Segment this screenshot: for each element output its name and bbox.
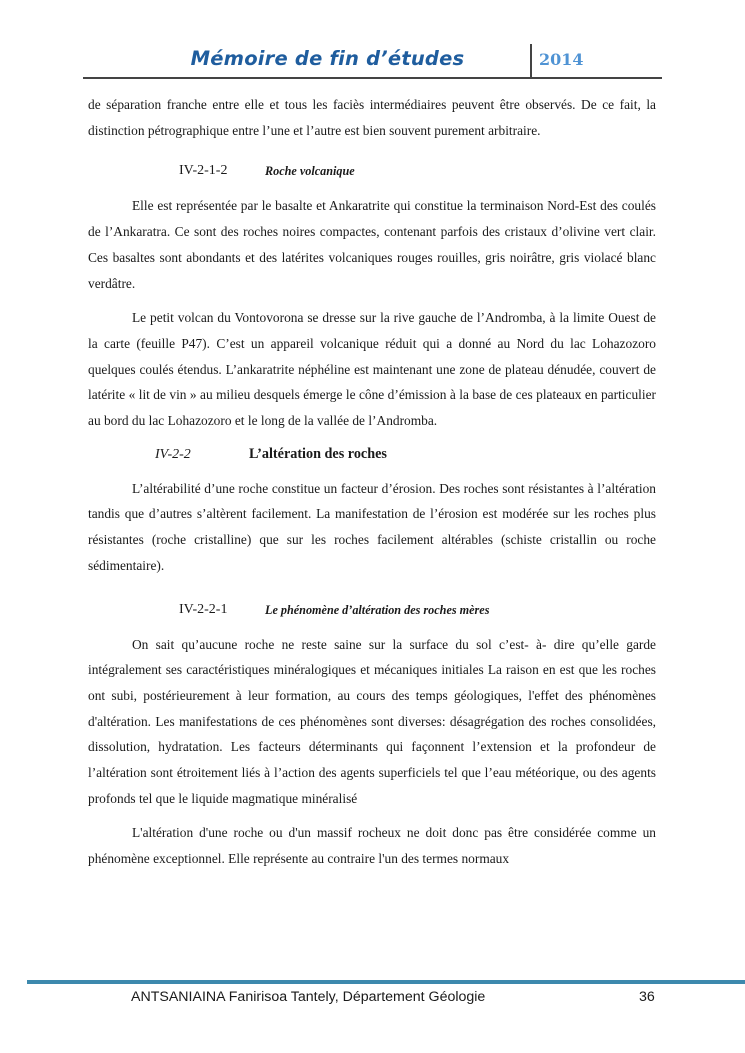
footer-author: ANTSANIAINA Fanirisoa Tantely, Département Géologie	[131, 989, 486, 1005]
page-number: 36	[639, 989, 655, 1005]
paragraph: L'altération d'une roche ou d'un massif rocheux ne doit donc pas être considérée comme un phénomène exceptionnel. Elle représente au contraire l'un des termes normaux	[88, 825, 656, 867]
subsection-title: Roche volcanique	[265, 164, 355, 179]
paragraph: On sait qu’aucune roche ne reste saine sur la surface du sol c’est- à- dire qu’elle garde intégralement ses caractéristiques minéralogiques et mécaniques initiales La raison en est que les roches ont subi, postérieurement à leur formation, au cours des temps géologiques, l'effet des phénomènes d'altération. Les manifestations de ces phénomènes sont diverses: désagrégation des roches consolidées, dissolution, hydratation. Les facteurs déterminants qui façonnent l’extension et la profondeur de l’altération sont étroitement liés à l’action des agents superficiels tel que l’eau météorique, ou des agents profonds tel que le liquide magmatique minéralisé	[88, 636, 656, 806]
paragraph: L’altérabilité d’une roche constitue un facteur d’érosion. Des roches sont résistantes à l’altération tandis que d’autres s’altèrent facilement. La manifestation de l’érosion est modérée sur les roches plus résistantes (roche cristalline) que sur les roches facilement altérables (schiste cristallin ou roche sédimentaire).	[88, 480, 656, 573]
section-number: IV-2-2	[155, 446, 191, 462]
subsection-heading-roche-volcanique	[88, 158, 656, 184]
header-divider	[530, 44, 532, 77]
section-title: L’altération des roches	[249, 445, 387, 462]
document-body	[88, 92, 656, 872]
subsection-heading-phenomene	[88, 597, 656, 623]
page-header-title: Mémoire de fin d’études	[190, 47, 465, 70]
subsection-number: IV-2-1-2	[179, 163, 228, 179]
paragraph: Le petit volcan du Vontovorona se dresse sur la rive gauche de l’Andromba, à la limite Ouest de la carte (feuille P47). C’est un appareil volcanique réduit qui a donné au Nord du lac Lohazozoro quelques coulés étendus. L’ankaratrite néphéline est maintenant une zone de plateau dénudée, couvert de latérite « lit de vin » au milieu desquels émerge le cône d’émission à la base de ces plateaux en particulier au bord du lac Lohazozoro et le long de la vallée de l’Andromba.	[88, 310, 656, 429]
subsection-title: Le phénomène d’altération des roches mères	[265, 602, 490, 617]
section-heading-alteration	[88, 442, 656, 468]
header-year: 2014	[539, 50, 584, 69]
footer-rule	[27, 980, 745, 984]
subsection-number: IV-2-2-1	[179, 601, 228, 617]
paragraph-continued: de séparation franche entre elle et tous les faciès intermédiaires peuvent être observés. De ce fait, la distinction pétrographique entre l’une et l’autre est bien souvent purement arbitraire.	[88, 97, 656, 138]
header-rule	[83, 77, 662, 79]
paragraph: Elle est représentée par le basalte et Ankaratrite qui constitue la terminaison Nord-Est des coulés de l’Ankaratra. Ce sont des roches noires compactes, contenant parfois des cristaux d’olivine vert clair. Ces basaltes sont abondants et des latérites volcaniques rouges rouilles, gris noirâtre, gris violacé blanc verdâtre.	[88, 198, 656, 291]
